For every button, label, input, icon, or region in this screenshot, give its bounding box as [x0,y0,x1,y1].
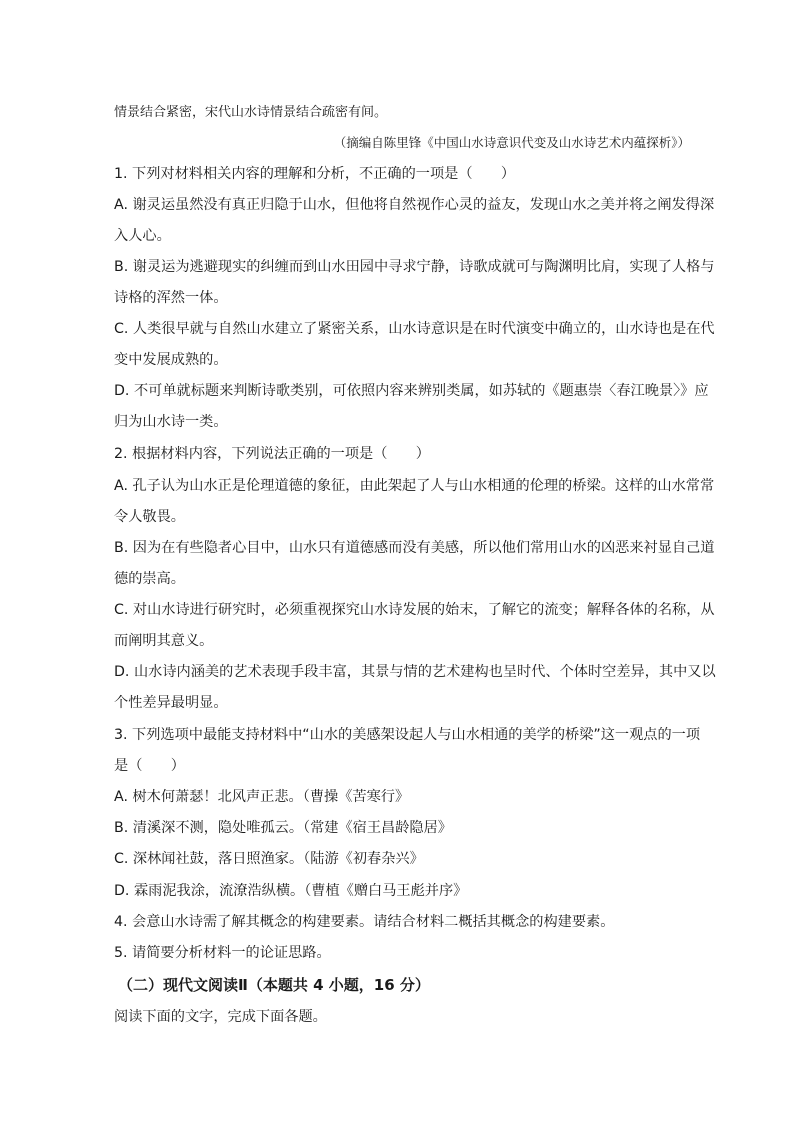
option-d-cont: 个性差异最明显。 [114,695,228,711]
section-heading: （二）现代文阅读Ⅱ（本题共 4 小题，16 分） [118,976,430,994]
option-b: B. 谢灵运为逃避现实的纠缠而到山水田园中寻求宁静，诗歌成就可与陶渊明比肩，实现了人格与 [114,259,715,275]
option-c: C. 对山水诗进行研究时，必须重视探究山水诗发展的始末，了解它的流变；解释各体的名称，从 [114,602,715,618]
option-b-cont: 德的崇高。 [114,571,185,587]
option-a: A. 树木何萧瑟！北风声正悲。（曹操《苦寒行》 [114,789,410,805]
question-stem: 3. 下列选项中最能支持材料中“山水的美感架设起人与山水相通的美学的桥梁”这一观点的一项 [114,727,701,743]
option-d: D. 霖雨泥我涂，流潦浩纵横。（曹植《赠白马王彪并序》 [114,883,468,899]
option-d-cont: 归为山水诗一类。 [114,414,228,430]
option-a-cont: 令人敬畏。 [114,509,185,525]
option-c: C. 人类很早就与自然山水建立了紧密关系，山水诗意识是在时代演变中确立的，山水诗也是在代 [114,321,715,337]
option-b: B. 因为在有些隐者心目中，山水只有道德感而没有美感，所以他们常用山水的凶恶来衬显自己道 [114,540,715,556]
intro-text: 情景结合紧密，宋代山水诗情景结合疏密有间。 [114,105,388,120]
option-c-cont: 变中发展成熟的。 [114,352,228,368]
option-d: D. 山水诗内涵美的艺术表现手段丰富，其景与情的艺术建构也呈时代、个体时空差异，其中又以 [114,664,716,680]
question-stem: 2. 根据材料内容，下列说法正确的一项是（ ） [114,446,430,462]
option-c-cont: 而阐明其意义。 [114,633,214,649]
option-b: B. 清溪深不测，隐处唯孤云。（常建《宿王昌龄隐居》 [114,820,452,836]
option-b-cont: 诗格的浑然一体。 [114,290,228,306]
source-citation: （摘编自陈里锋《中国山水诗意识代变及山水诗艺术内蕴探析》） [333,135,690,150]
option-a: A. 孔子认为山水正是伦理道德的象征，由此架起了人与山水相通的伦理的桥梁。这样的山水常常 [114,478,715,494]
question-stem: 1. 下列对材料相关内容的理解和分析，不正确的一项是（ ） [114,166,516,182]
section-instruction: 阅读下面的文字，完成下面各题。 [114,1009,327,1025]
option-d: D. 不可单就标题来判断诗歌类别，可依照内容来辨别类属，如苏轼的《题惠崇〈春江晚景〉》应 [114,383,709,399]
option-a-cont: 入人心。 [114,228,171,244]
option-c: C. 深林闻社鼓，落日照渔家。（陆游《初春杂兴》 [114,851,424,867]
option-a: A. 谢灵运虽然没有真正归隐于山水，但他将自然视作心灵的益友，发现山水之美并将之阐发得深 [114,197,715,213]
question-4: 4. 会意山水诗需了解其概念的构建要素。请结合材料二概括其概念的构建要素。 [114,914,615,930]
question-5: 5. 请简要分析材料一的论证思路。 [114,945,331,961]
question-stem-cont: 是（ ） [114,758,185,774]
